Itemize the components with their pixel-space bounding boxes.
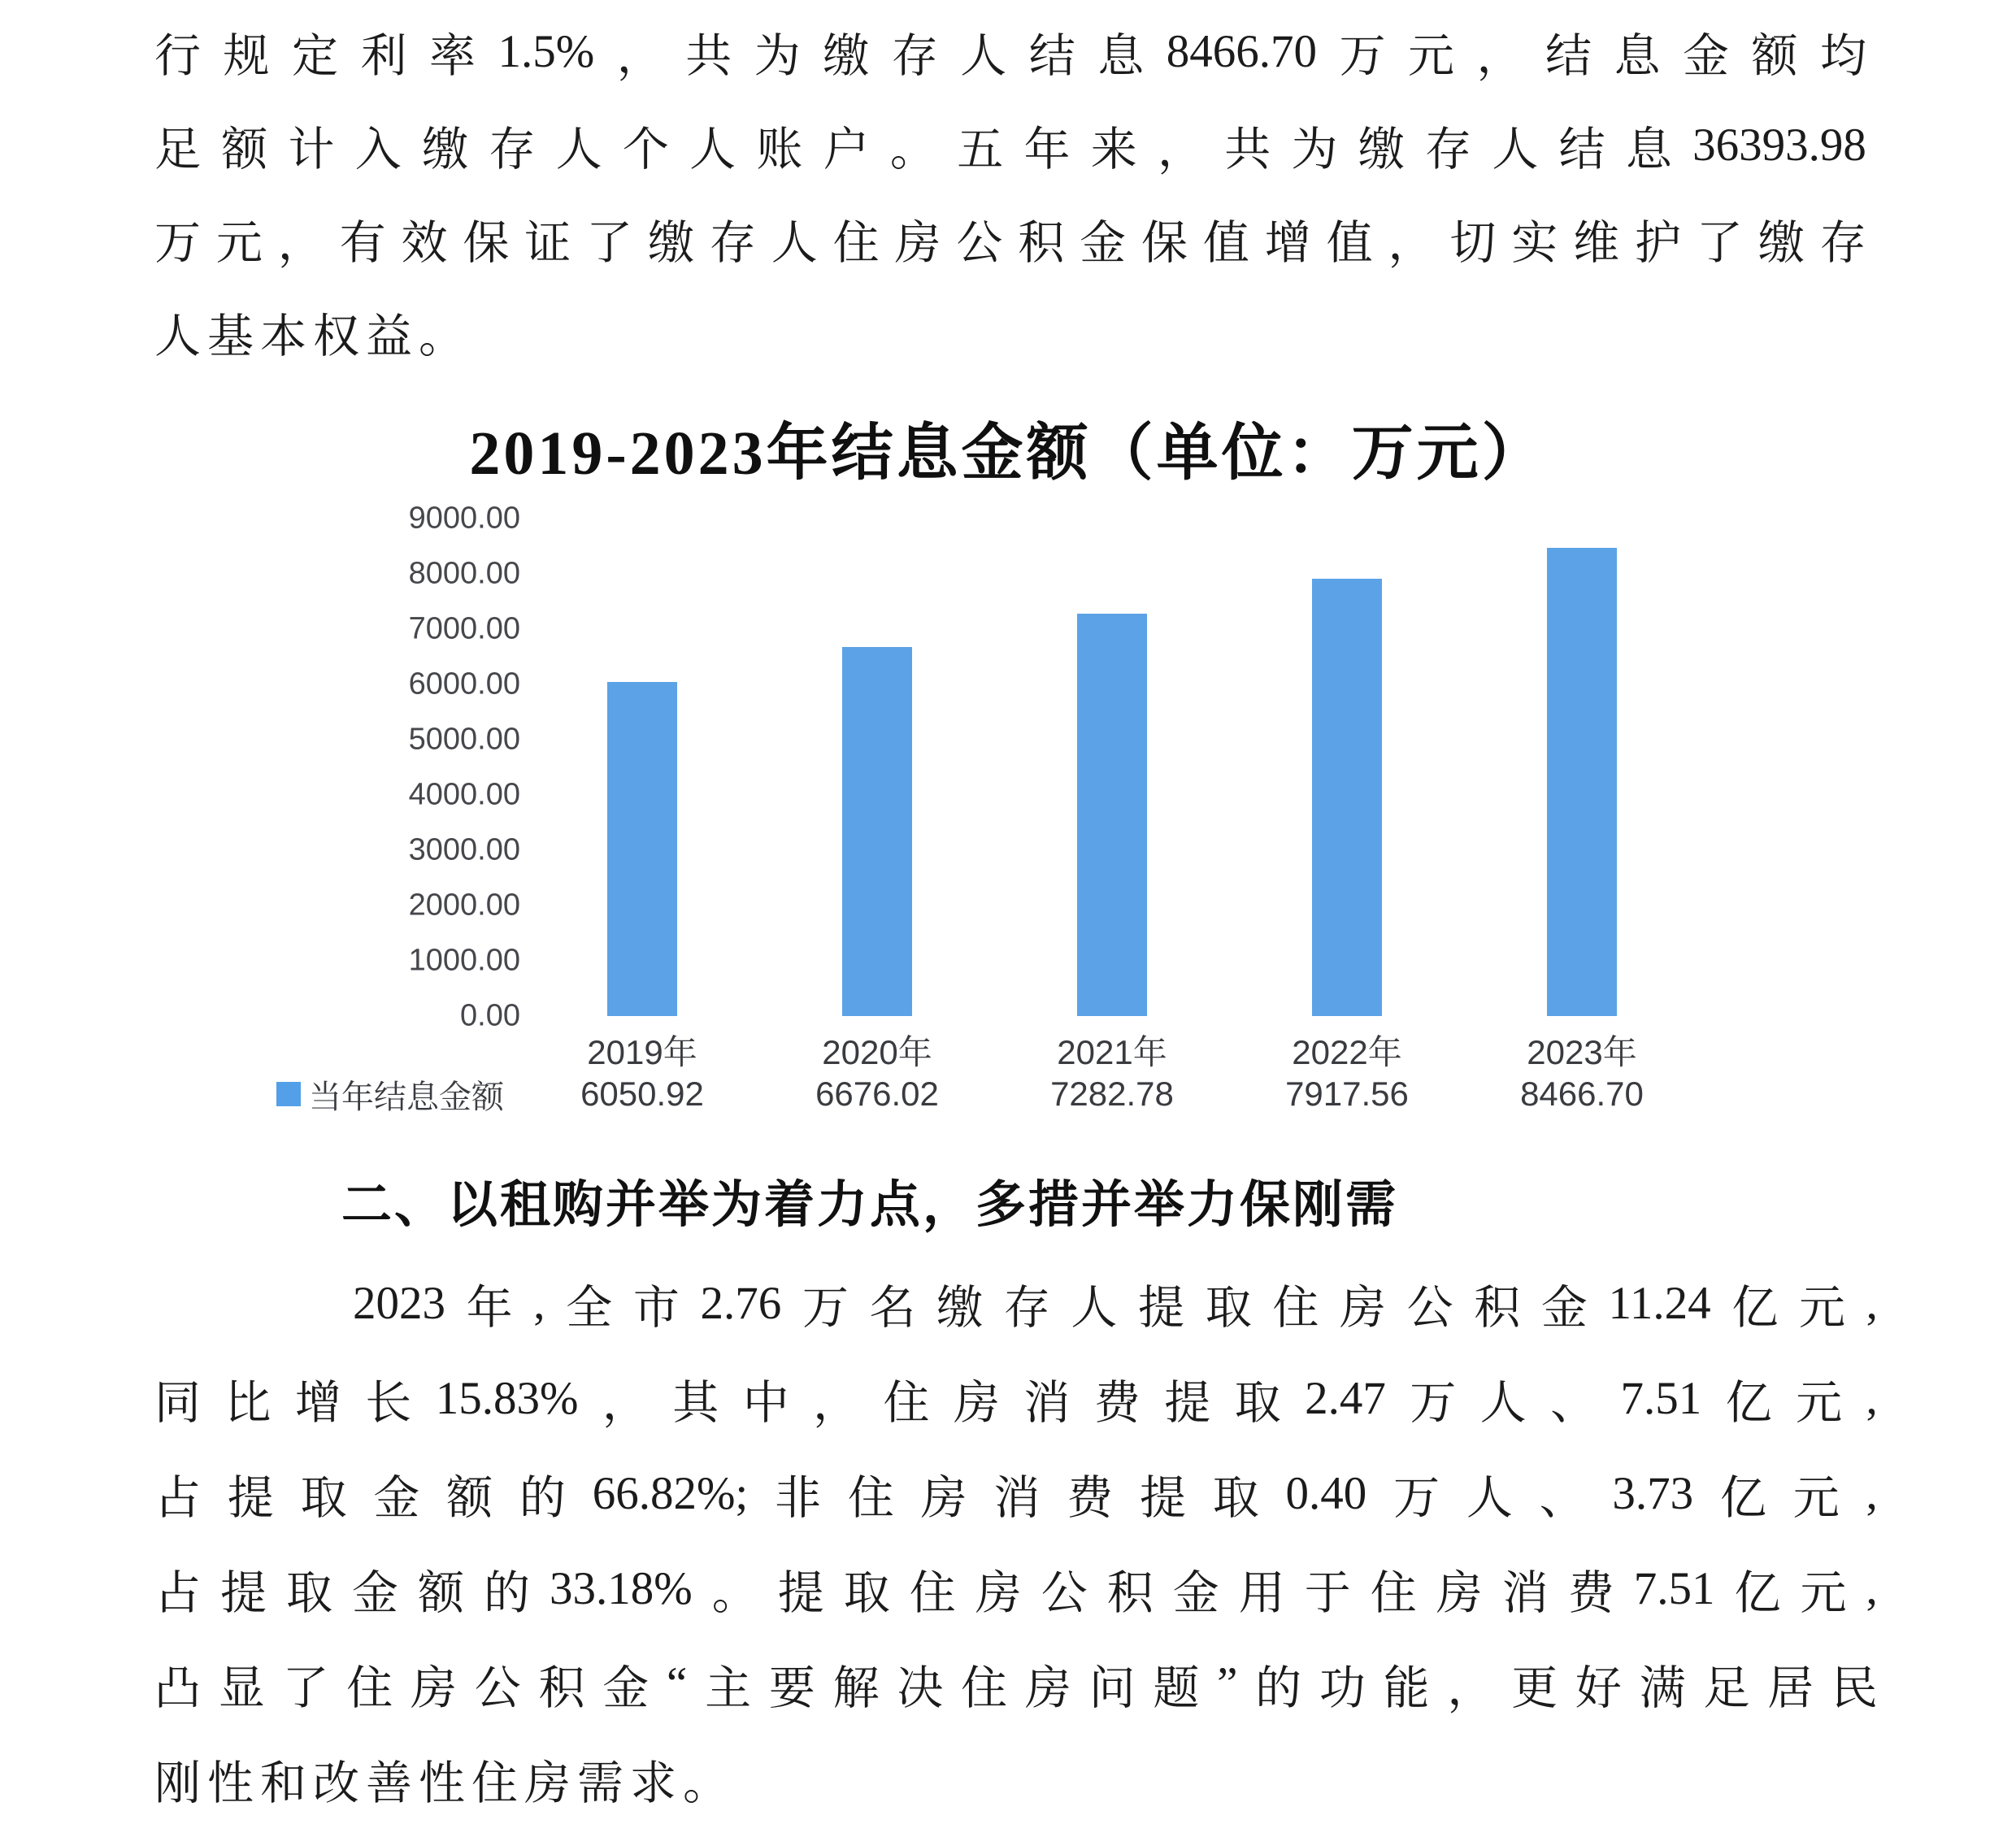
text-line: 占 提 取 金 额 的 66.82%; 非 住 房 消 费 提 取 0.40 万 人 、 3.73 亿 元 ,	[154, 1468, 1878, 1524]
bar	[607, 682, 677, 1016]
x-category-label: 2022年	[1292, 1033, 1402, 1071]
text-line: 刚性和改善性住房需求。	[154, 1757, 736, 1809]
paragraph-two	[154, 1256, 1878, 1824]
y-tick-label: 5000.00	[408, 722, 520, 757]
text-line: 2023 年 , 全 市 2.76 万 名 缴 存 人 提 取 住 房 公 积 金 11.24 亿 元 ,	[353, 1278, 1878, 1334]
data-value-label: 6676.02	[815, 1075, 939, 1113]
y-tick-label: 3000.00	[408, 832, 520, 867]
data-value-label: 6050.92	[580, 1075, 704, 1113]
y-tick-label: 9000.00	[408, 501, 520, 536]
legend-label: 当年结息金额	[309, 1079, 504, 1115]
chart-legend	[276, 1075, 504, 1114]
paragraph-top	[154, 5, 1866, 379]
x-category-label: 2023年	[1527, 1033, 1637, 1071]
data-value-label: 7917.56	[1285, 1075, 1409, 1113]
y-tick-label: 1000.00	[408, 943, 520, 978]
text-line: 足 额 计 入 缴 存 人 个 人 账 户 。 五 年 来 ， 共 为 缴 存 人 结 息 36393.98	[154, 119, 1866, 176]
x-category-label: 2019年	[587, 1033, 697, 1071]
bar	[1312, 579, 1382, 1016]
text-line: 行 规 定 利 率 1.5% ， 共 为 缴 存 人 结 息 8466.70 万 元 ， 结 息 金 额 均	[154, 26, 1866, 82]
y-tick-label: 0.00	[460, 998, 520, 1033]
chart-title: 2019-2023年结息金额（单位：万元）	[469, 419, 1547, 488]
data-value-label: 8466.70	[1520, 1075, 1644, 1113]
data-value-label: 7282.78	[1050, 1075, 1174, 1113]
y-tick-label: 8000.00	[408, 556, 520, 591]
bar	[1077, 614, 1147, 1016]
y-tick-label: 2000.00	[408, 888, 520, 923]
bar	[842, 647, 912, 1016]
text-line: 同 比 增 长 15.83% ， 其 中 ， 住 房 消 费 提 取 2.47 万 人 、 7.51 亿 元 ,	[154, 1373, 1878, 1429]
text-line: 占 提 取 金 额 的 33.18% 。 提 取 住 房 公 积 金 用 于 住 房 消 费 7.51 亿 元 ,	[154, 1563, 1878, 1619]
x-category-label: 2020年	[822, 1033, 932, 1071]
y-tick-label: 6000.00	[408, 667, 520, 701]
bar	[1547, 548, 1617, 1016]
section-heading: 二、以租购并举为着力点，多措并举力保刚需	[341, 1176, 1399, 1233]
legend-swatch-icon	[276, 1082, 301, 1106]
interest-bar-chart	[244, 382, 1772, 1154]
y-tick-label: 4000.00	[408, 777, 520, 812]
x-axis-labels	[244, 1026, 1772, 1075]
text-line: 万 元 ， 有 效 保 证 了 缴 存 人 住 房 公 积 金 保 值 增 值 ， 切 实 维 护 了 缴 存	[154, 217, 1866, 269]
x-category-label: 2021年	[1057, 1033, 1167, 1071]
text-line: 凸 显 了 住 房 公 积 金 “ 主 要 解 决 住 房 问 题 ” 的 功 能 ， 更 好 满 足 居 民	[154, 1658, 1878, 1714]
bar-plot	[244, 501, 1772, 1033]
y-tick-label: 7000.00	[408, 611, 520, 646]
text-line: 人基本权益。	[154, 311, 471, 363]
